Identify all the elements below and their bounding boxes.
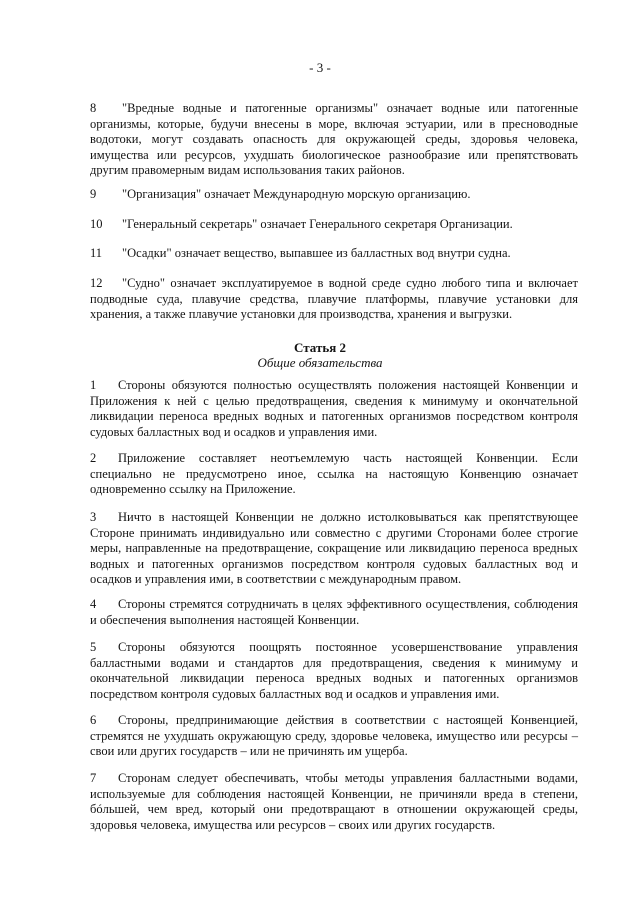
paragraph-text: "Осадки" означает вещество, выпавшее из балластных вод внутри судна. bbox=[122, 246, 511, 260]
paragraph-text: Стороны, предпринимающие действия в соответствии с настоящей Конвенцией, стремятся не ухудшать окружающую среду, здоровье человека, имущество или ресурсы – свои или других государств – или не причинять им ущерба. bbox=[90, 713, 578, 758]
paragraph-number: 4 bbox=[90, 597, 97, 611]
obligation-paragraph bbox=[90, 640, 578, 702]
obligation-paragraph bbox=[90, 713, 578, 760]
paragraph-text: "Генеральный секретарь" означает Генерального секретаря Организации. bbox=[122, 217, 513, 231]
paragraph-number: 7 bbox=[90, 771, 97, 785]
paragraph-number: 5 bbox=[90, 640, 97, 654]
paragraph-number: 10 bbox=[90, 217, 103, 231]
paragraph-number: 11 bbox=[90, 246, 103, 260]
paragraph-number: 2 bbox=[90, 451, 97, 465]
definition-paragraph bbox=[90, 187, 578, 203]
paragraph-number: 3 bbox=[90, 510, 97, 524]
definition-paragraph bbox=[90, 217, 578, 233]
article-title: Статья 2 bbox=[294, 340, 346, 355]
paragraph-text: Приложение составляет неотъемлемую часть настоящей Конвенции. Если специально не предусмотрено иное, ссылка на настоящую Конвенцию означает одновременно ссылку на Приложение. bbox=[90, 451, 578, 496]
obligation-paragraph bbox=[90, 510, 578, 588]
page-number: - 3 - bbox=[309, 60, 331, 75]
definition-paragraph bbox=[90, 276, 578, 323]
paragraph-text: Стороны обязуются поощрять постоянное усовершенствование управления балластными водами и стандартов для предотвращения, сведения к минимуму и окончательной ликвидации переноса вредных водных и патогенных организмов посредством контроля судовых балластных вод и осадков и управления ими. bbox=[90, 640, 578, 701]
article-subtitle: Общие обязательства bbox=[257, 355, 383, 370]
paragraph-text: Ничто в настоящей Конвенции не должно истолковываться как препятствующее Стороне принимать индивидуально или совместно с другими Сторонами более строгие меры, направленные на предотвращение, сокращение или ликвидацию переноса вредных водных и патогенных организмов посредством контроля судовых балластных вод и осадков и управления ими, в соответствии с международным правом. bbox=[90, 510, 578, 586]
paragraph-number: 8 bbox=[90, 101, 97, 115]
paragraph-text: Стороны стремятся сотрудничать в целях эффективного осуществления, соблюдения и обеспечения выполнения настоящей Конвенции. bbox=[90, 597, 578, 627]
paragraph-text: Сторонам следует обеспечивать, чтобы методы управления балластными водами, используемые для соблюдения настоящей Конвенции, не причиняли вреда в степени, бóльшей, чем вред, который они предотвращают в отношении окружающей среды, здоровья человека, имущества или ресурсов – своих или других государств. bbox=[90, 771, 578, 832]
paragraph-text: "Организация" означает Международную морскую организацию. bbox=[122, 187, 471, 201]
obligation-paragraph bbox=[90, 597, 578, 628]
paragraph-number: 12 bbox=[90, 276, 103, 290]
obligation-paragraph bbox=[90, 378, 578, 440]
paragraph-text: Стороны обязуются полностью осуществлять положения настоящей Конвенции и Приложения к ней с целью предотвращения, сведения к минимуму и окончательной ликвидации переноса вредных водных и патогенных организмов посредством контроля судовых балластных вод и осадков и управления ими. bbox=[90, 378, 578, 439]
paragraph-number: 6 bbox=[90, 713, 97, 727]
paragraph-number: 1 bbox=[90, 378, 97, 392]
paragraph-number: 9 bbox=[90, 187, 97, 201]
definition-paragraph bbox=[90, 246, 578, 262]
paragraph-text: "Вредные водные и патогенные организмы" означает водные или патогенные организмы, которые, будучи внесены в море, включая эстуарии, или в пресноводные водотоки, могут создавать опасность для окружающей среды, здоровья человека, имущества или ресурсов, ухудшать биологическое разнообразие или препятствовать другим правомерным видам использования таких районов. bbox=[90, 101, 578, 177]
obligation-paragraph bbox=[90, 771, 578, 833]
definition-paragraph bbox=[90, 101, 578, 179]
paragraph-text: "Судно" означает эксплуатируемое в водной среде судно любого типа и включает подводные суда, плавучие средства, плавучие платформы, плавучие установки для хранения, а также плавучие установки для производства, хранения и выгрузки. bbox=[90, 276, 578, 321]
obligation-paragraph bbox=[90, 451, 578, 498]
